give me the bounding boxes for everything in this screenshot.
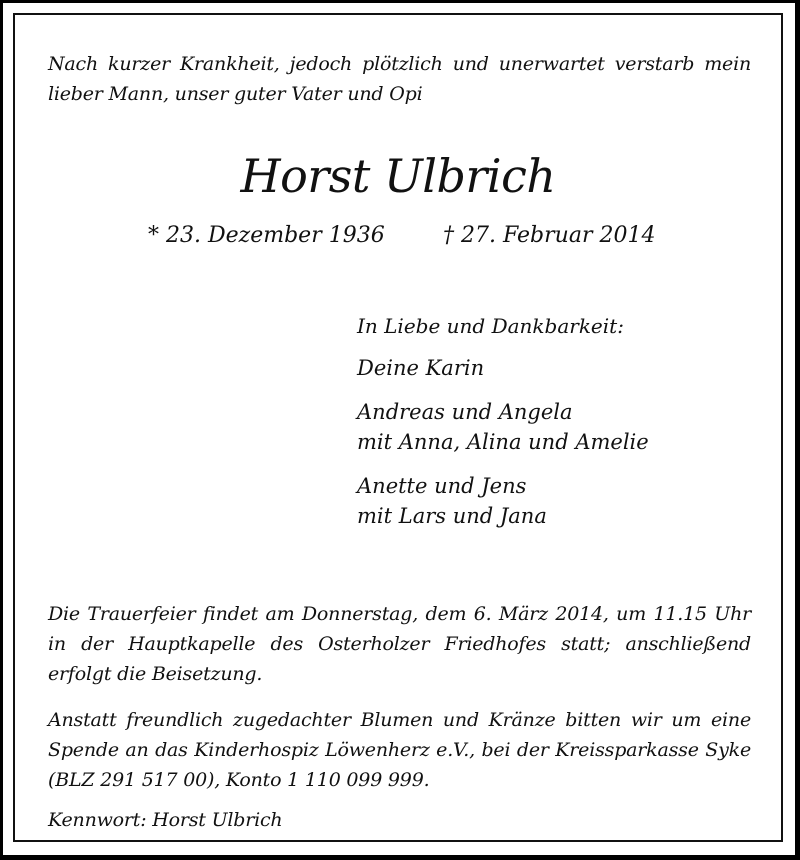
donation-info: Anstatt freundlich zugedachter Blumen und Kränze bitten wir um eine Spende an das Kinderhospiz Löwenherz e.V., bei der Kreissparkasse Syke (BLZ 291 517 00), Konto 1 110 099 999. — [48, 709, 751, 791]
birth-date: * 23. Dezember 1936 — [148, 223, 385, 248]
intro-text: Nach kurzer Krankheit, jedoch plötzlich und unerwartet verstarb mein lieber Mann, unser guter Vater und Opi — [48, 53, 751, 105]
mourner-line: Anette und Jens — [357, 474, 527, 498]
mourner-line: Andreas und Angela — [357, 400, 573, 424]
death-date: † 27. Februar 2014 — [443, 223, 656, 248]
obituary-frame-outer — [3, 3, 795, 855]
mourner-line: mit Anna, Alina und Amelie — [357, 430, 649, 454]
mourners-block — [357, 311, 649, 531]
mourner-line: Deine Karin — [357, 356, 485, 380]
obituary-frame-inner — [13, 13, 783, 842]
deceased-name: Horst Ulbrich — [240, 149, 556, 203]
mourner-line: mit Lars und Jana — [357, 504, 547, 528]
service-info: Die Trauerfeier findet am Donnerstag, dem 6. März 2014, um 11.15 Uhr in der Hauptkapelle des Osterholzer Friedhofes statt; anschließend erfolgt die Beisetzung. — [48, 603, 751, 685]
mourners-intro: In Liebe und Dankbarkeit: — [357, 314, 624, 338]
kennwort-line: Kennwort: Horst Ulbrich — [48, 809, 283, 831]
